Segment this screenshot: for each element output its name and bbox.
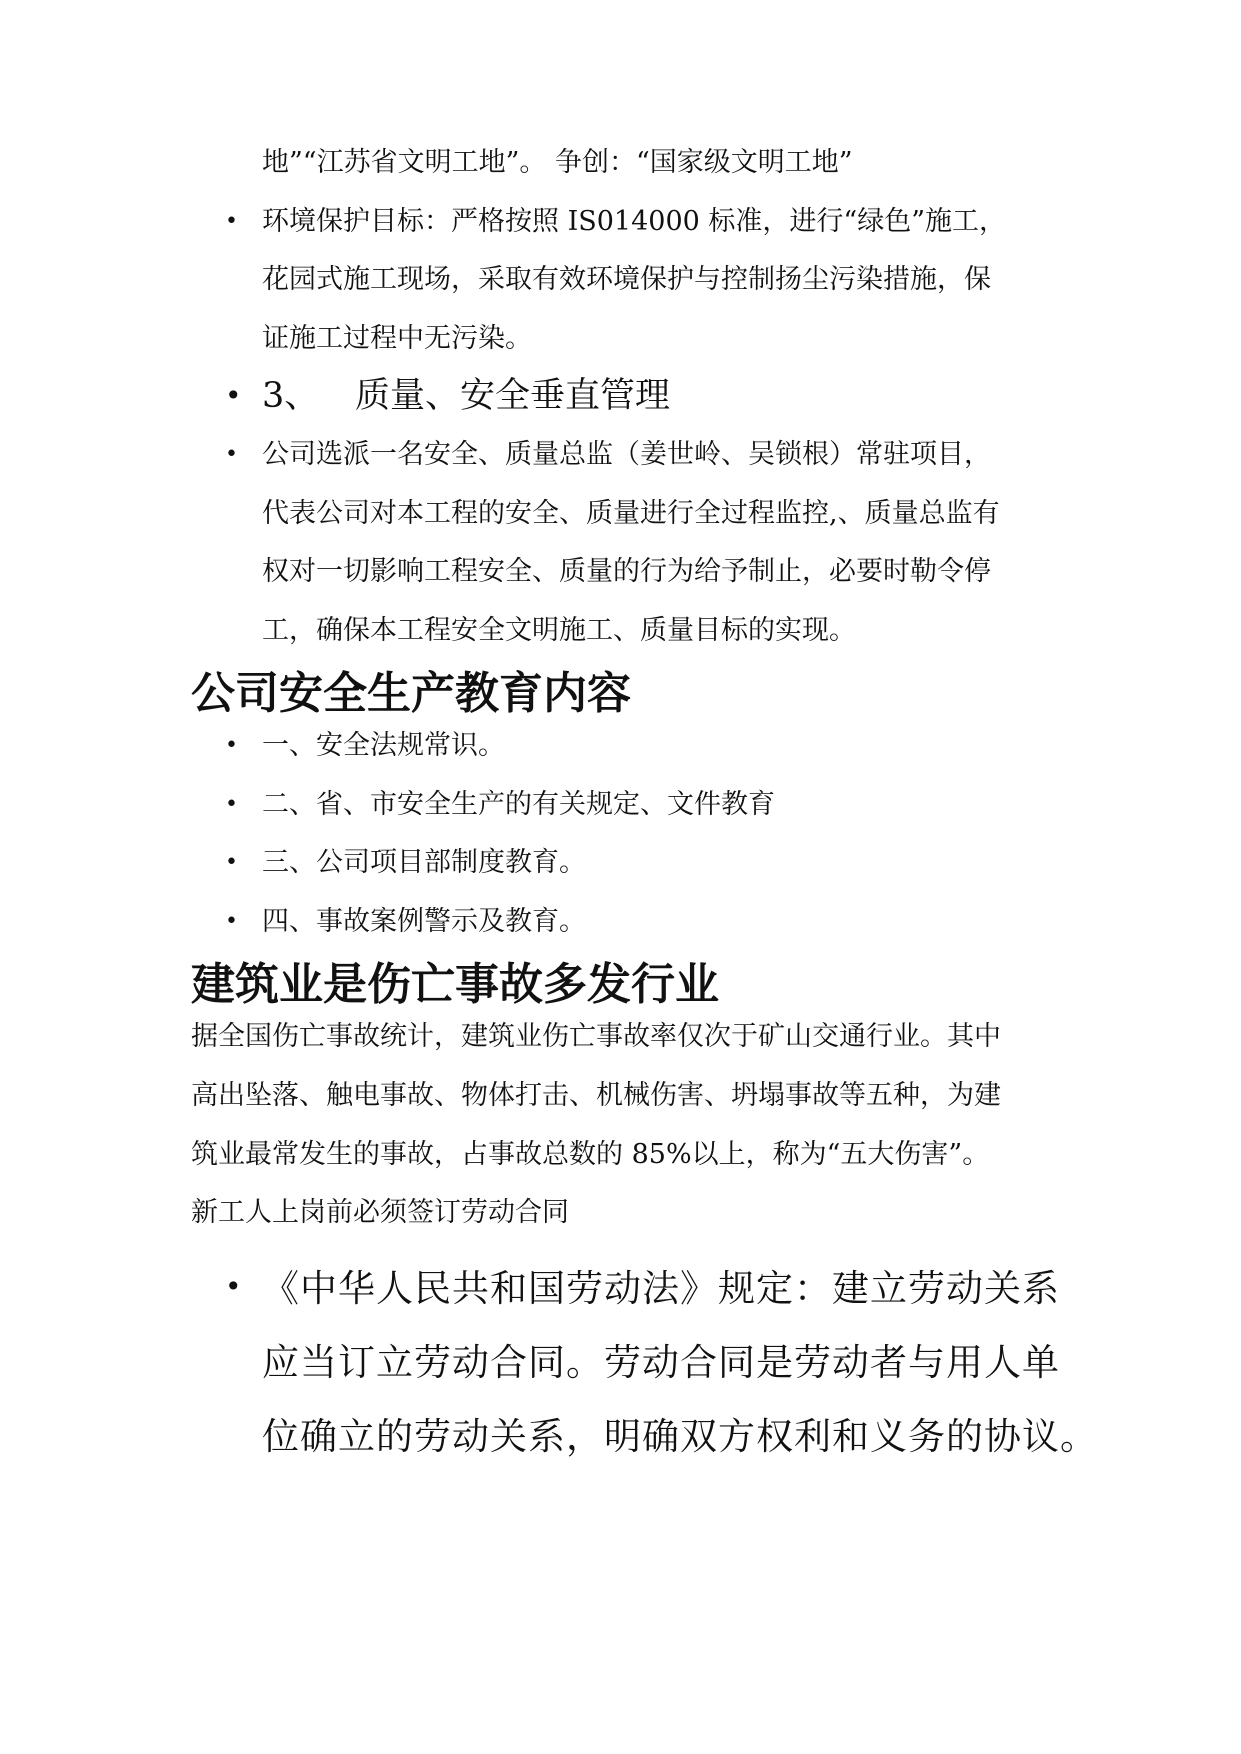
env-line-1: 环境保护目标：严格按照 IS014000 标准，进行“绿色”施工， — [262, 206, 1007, 237]
supervision-line-4: 工，确保本工程安全文明施工、质量目标的实现。 — [262, 615, 856, 646]
labor-law-line-2: 应当订立劳动合同。劳动合同是劳动者与用人单 — [262, 1341, 1060, 1384]
education-item-2: 二、省、市安全生产的有关规定、文件教育 — [262, 789, 775, 820]
bullet-icon: • — [225, 792, 238, 817]
section-3-title: 质量、安全垂直管理 — [355, 376, 671, 416]
bullet-icon: • — [225, 909, 238, 934]
intro-line: 地”“江苏省文明工地”。 争创：“国家级文明工地” — [262, 147, 853, 178]
supervision-line-2: 代表公司对本工程的安全、质量进行全过程监控,、质量总监有 — [262, 498, 1000, 529]
bullet-icon: • — [225, 1270, 242, 1303]
industry-paragraph-line-2: 高出坠落、触电事故、物体打击、机械伤害、坍塌事故等五种，为建 — [191, 1080, 1001, 1111]
env-line-3: 证施工过程中无污染。 — [262, 323, 532, 354]
industry-paragraph-line-3: 筑业最常发生的事故，占事故总数的 85%以上，称为“五大伤害”。 — [191, 1139, 990, 1170]
bullet-icon: • — [225, 850, 238, 875]
industry-paragraph-line-1: 据全国伤亡事故统计，建筑业伤亡事故率仅次于矿山交通行业。其中 — [191, 1021, 1001, 1052]
bullet-icon: • — [225, 209, 238, 234]
education-item-3: 三、公司项目部制度教育。 — [262, 847, 586, 878]
education-item-4: 四、事故案例警示及教育。 — [262, 906, 586, 937]
env-line-2: 花园式施工现场，采取有效环境保护与控制扬尘污染措施，保 — [262, 264, 991, 295]
labor-law-line-3: 位确立的劳动关系，明确双方权利和义务的协议。 — [262, 1415, 1098, 1458]
labor-law-line-1: 《中华人民共和国劳动法》规定：建立劳动关系 — [262, 1267, 1060, 1310]
supervision-line-3: 权对一切影响工程安全、质量的行为给予制止，必要时勒令停 — [262, 556, 991, 587]
education-heading: 公司安全生产教育内容 — [191, 668, 631, 719]
bullet-icon: • — [225, 733, 238, 758]
education-item-1: 一、安全法规常识。 — [262, 730, 505, 761]
section-3-number: 3、 — [262, 376, 320, 416]
contract-note: 新工人上岗前必须签订劳动合同 — [191, 1197, 569, 1228]
supervision-line-1: 公司选派一名安全、质量总监（姜世岭、吴锁根）常驻项目， — [262, 439, 991, 470]
bullet-icon: • — [225, 442, 238, 467]
industry-heading: 建筑业是伤亡事故多发行业 — [191, 959, 719, 1010]
bullet-icon: • — [225, 379, 242, 412]
